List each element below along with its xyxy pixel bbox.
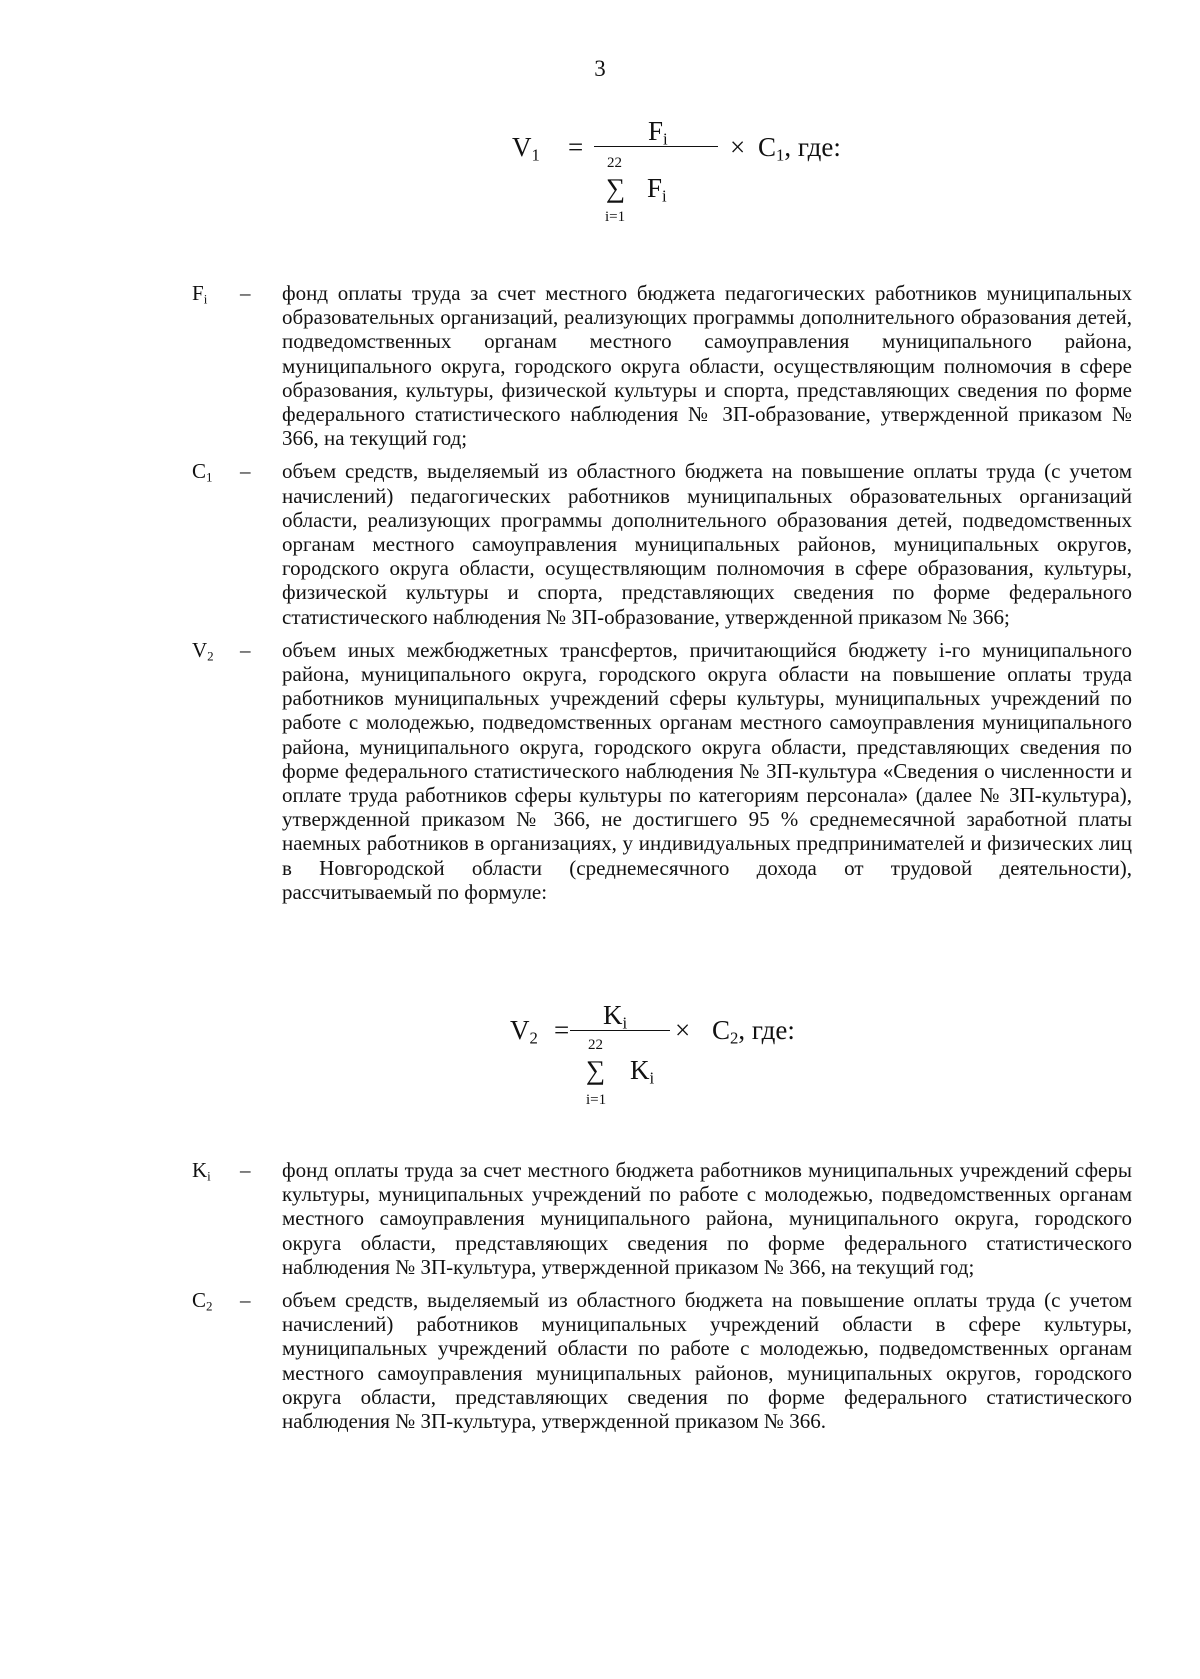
page-number: 3	[594, 56, 606, 81]
definition-dash: –	[240, 1158, 251, 1182]
definitions-block-2	[192, 1158, 1132, 1433]
formula-v2-times: ×	[675, 1015, 691, 1045]
formula-v2-sum-term: $K_i$	[630, 1055, 655, 1088]
formula-v2-sum-symbol: ∑	[586, 1055, 606, 1085]
definition-c2	[192, 1288, 1132, 1433]
definition-symbol: $C_1$	[192, 459, 213, 486]
definition-text: объем средств, выделяемый из областного бюджета на повышение оплаты труда (с учетом начислений) педагогических работников муниципальных образовательных организаций области, реализующих программы дополнительного образования детей, подведомственных органам местного самоуправления муниципальных районов, муниципальных округов, городского округа области, осуществляющим полномочия в сфере образования, культуры, физической культуры и спорта, представляющих сведения по форме федерального статистического наблюдения № ЗП-образование, утвержденной приказом № 366;	[282, 459, 1132, 629]
formula-v2-fraction-line	[570, 1030, 670, 1031]
definition-dash: –	[240, 637, 251, 662]
formula-v1-sum-term: $F_i$	[647, 173, 667, 206]
definition-text: фонд оплаты труда за счет местного бюджета педагогических работников муниципальных образовательных организаций, реализующих программы дополнительного образования детей, подведомственных органам местного самоуправления муниципального района, муниципального округа, городского округа области, осуществляющим полномочия в сфере образования, культуры, физической культуры и спорта, представляющих сведения по форме федерального статистического наблюдения № ЗП-образование, утвержденной приказом № 366, на текущий год;	[282, 281, 1132, 451]
definition-dash: –	[240, 459, 251, 484]
definition-symbol: $C_2$	[192, 1288, 213, 1314]
formula-v1-sum-lower: i=1	[605, 209, 626, 225]
formula-v1-numerator: $F_i$	[648, 116, 668, 149]
definition-symbol: $V_2$	[192, 637, 214, 664]
formula-v2-rhs: $C_2$, где:	[712, 1015, 795, 1048]
definition-text: объем средств, выделяемый из областного бюджета на повышение оплаты труда (с учетом начислений) работников муниципальных учреждений области в сфере культуры, муниципальных учреждений области по работе с молодежью, подведомственных органам местного самоуправления муниципальных районов, муниципальных округов, городского округа области, представляющих сведения по форме федерального статистического наблюдения № ЗП-культура, утвержденной приказом № 366.	[282, 1288, 1132, 1434]
definition-text: фонд оплаты труда за счет местного бюджета работников муниципальных учреждений сферы культуры, муниципальных учреждений по работе с молодежью, подведомственных органам местного самоуправления муниципального района, муниципального округа, городского округа области, представляющих сведения по форме федерального статистического наблюдения № ЗП-культура, утвержденной приказом № 366, на текущий год;	[282, 1158, 1132, 1279]
formula-v1-rhs: $C_1$, где:	[758, 132, 841, 165]
formula-v2-lhs: $V_2$	[510, 1015, 538, 1048]
formula-v1-lhs: $V_1$	[512, 132, 540, 165]
definition-dash: –	[240, 1288, 251, 1313]
formula-v1-sum-symbol: ∑	[606, 173, 626, 203]
formula-v2-numerator: $K_i$	[603, 1000, 628, 1033]
formula-v2-sum-upper: 22	[588, 1037, 603, 1053]
definition-text: объем иных межбюджетных трансфертов, причитающийся бюджету i-го муниципального района, муниципального округа, городского округа области на повышение оплаты труда работников муниципальных учреждений сферы культуры, муниципальных учреждений по работе с молодежью, подведомственных органам местного самоуправления муниципального района, муниципального округа, городского округа области, представляющих сведения по форме федерального статистического наблюдения № ЗП-культура «Сведения о численности и оплате труда работников сферы культуры по категориям персонала» (далее № ЗП-культура), утвержденной приказом № 366, не достигшего 95 % среднемесячной заработной платы наемных работников в организациях, у индивидуальных предпринимателей и физических лиц в Новгородской области (среднемесячного дохода от трудовой деятельности), рассчитываемый по формуле:	[282, 637, 1132, 904]
formula-v1-equals: =	[568, 132, 584, 162]
formula-v2-equals: =	[554, 1015, 570, 1045]
definition-symbol: $K_i$	[192, 1158, 211, 1184]
formula-v1-sum-upper: 22	[607, 155, 622, 171]
definition-ki	[192, 1158, 1132, 1279]
formula-v1-times: ×	[730, 132, 746, 162]
definition-symbol: $F_i$	[192, 281, 208, 307]
formula-v2-sum-lower: i=1	[586, 1092, 607, 1108]
definition-dash: –	[240, 281, 251, 305]
